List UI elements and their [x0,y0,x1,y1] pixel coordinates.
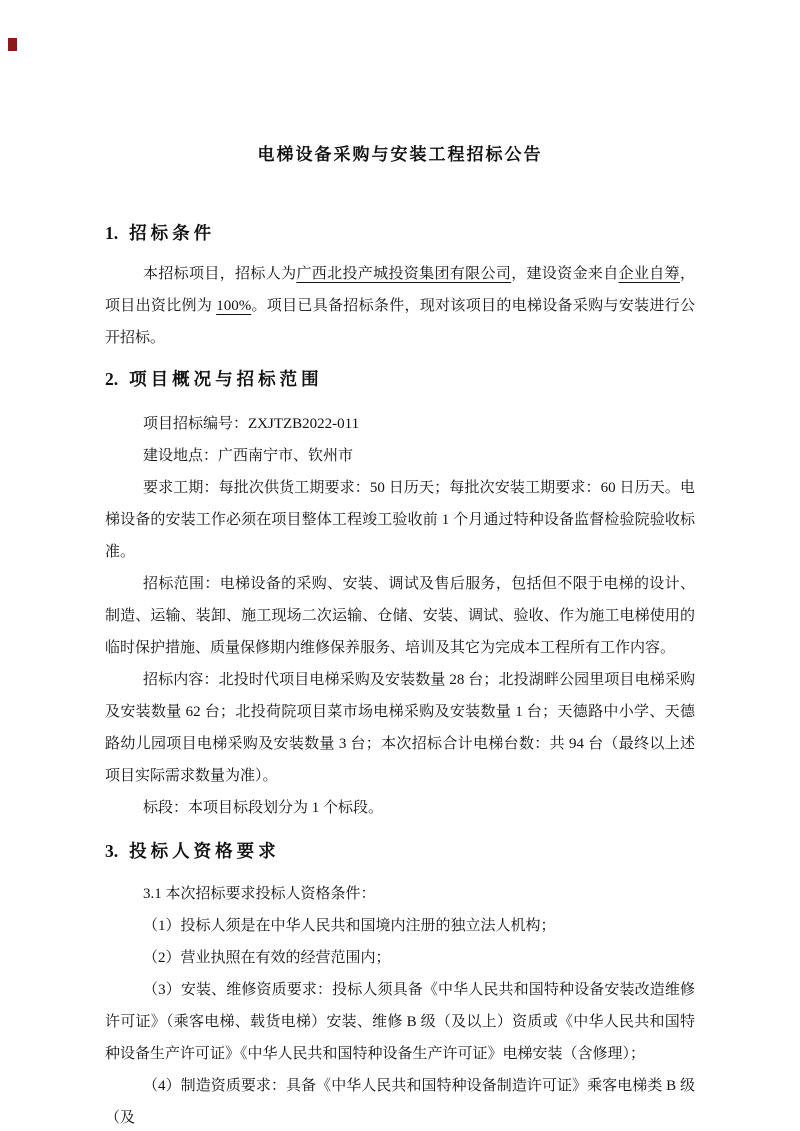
section-2-number: 2. [105,369,119,389]
tender-conditions-paragraph [105,258,695,354]
qualification-item-3: （3）安装、维修资质要求：投标人须具备《中华人民共和国特种设备安装改造维修许可证》（乘客电梯、载货电梯）安装、维修 B 级（及以上）资质或《中华人民共和国特种设备生产许可证》《中华人民共和国特种设备生产许可证》电梯安装（含修理）； [105,982,695,1062]
tender-content-paragraph: 招标内容：北投时代项目电梯采购及安装数量 28 台；北投湖畔公园里项目电梯采购及安装数量 62 台；北投荷院项目菜市场电梯采购及安装数量 1 台；天德路中小学、天德路幼儿园项目电梯采购及安装数量 3 台；本次招标合计电梯台数：共 94 台（最终以上述项目实际需求数量为准）。 [105,672,695,784]
text-segment: 本招标项目，招标人为 [143,266,297,282]
construction-site-paragraph: 建设地点：广西南宁市、钦州市 [143,448,354,464]
qualification-item-4: （4）制造资质要求：具备《中华人民共和国特种设备制造许可证》乘客电梯类 B 级（及 [105,1078,695,1126]
section-3-title: 投标人资格要求 [129,841,280,861]
tender-scope-paragraph: 招标范围：电梯设备的采购、安装、调试及售后服务，包括但不限于电梯的设计、制造、运输、装卸、施工现场二次运输、仓储、安装、调试、验收、作为施工电梯使用的临时保护措施、质量保修期内维修保养服务、培训及其它为完成本工程所有工作内容。 [105,576,695,656]
page-corner-mark [8,38,17,51]
section-3-number: 3. [105,841,119,861]
section-heading-3 [105,838,695,864]
text-segment: ，项目出资比例为 [105,266,695,314]
section-heading-2 [105,366,695,392]
qualification-item-1: （1）投标人须是在中华人民共和国境内注册的独立法人机构； [143,918,556,934]
text-segment: 。项目已具备招标条件，现对该项目的电梯设备采购与安装进行公开招标。 [105,298,695,346]
qualification-intro-paragraph: 3.1 本次招标要求投标人资格条件： [143,886,376,902]
fund-source-underlined: 企业自筹 [618,266,680,282]
section-1-title: 招标条件 [129,223,216,243]
bid-section-paragraph: 标段：本项目标段划分为 1 个标段。 [143,800,384,816]
document-title: 电梯设备采购与安装工程招标公告 [257,145,543,164]
text-segment: ，建设资金来自 [511,266,619,282]
required-schedule-paragraph: 要求工期：每批次供货工期要求：50 日历天；每批次安装工期要求：60 日历天。电梯设备的安装工作必须在项目整体工程竣工验收前 1 个月通过特种设备监督检验院验收标准。 [105,480,695,560]
document-content [105,0,695,1131]
tenderer-name-underlined: 广西北投产城投资集团有限公司 [296,266,512,282]
section-heading-1 [105,220,695,246]
fund-ratio-underlined: 100% [216,298,252,314]
section-2-title: 项目概况与招标范围 [129,369,323,389]
section-1-number: 1. [105,223,119,243]
tender-number-paragraph: 项目招标编号：ZXJTZB2022-011 [143,416,360,432]
qualification-item-2: （2）营业执照在有效的经营范围内； [143,950,391,966]
